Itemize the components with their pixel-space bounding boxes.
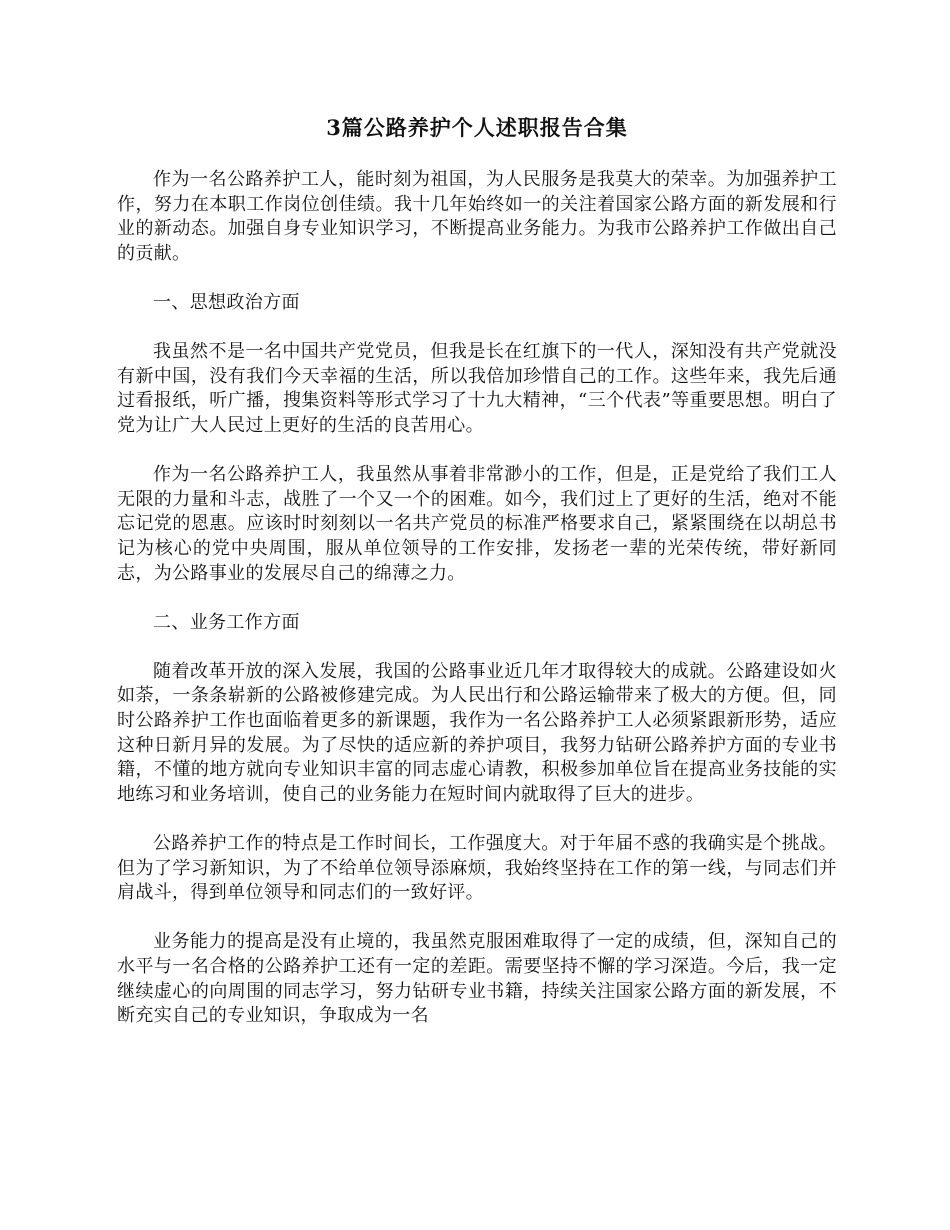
section-heading-business: 二、业务工作方面 — [153, 611, 300, 633]
section-heading-political: 一、思想政治方面 — [153, 291, 300, 313]
paragraph-political-2: 作为一名公路养护工人，我虽然从事着非常渺小的工作，但是，正是党给了我们工人无限的力量和斗志，战胜了一个又一个的困难。如今，我们过上了更好的生活，绝对不能忘记党的恩惠。应该时时刻刻以一名共产党员的标准严格要求自己，紧紧围绕在以胡总书记为核心的党中央周围，服从单位领导的工作安排，发扬老一辈的光荣传统，带好新同志，为公路事业的发展尽自己的绵薄之力。 — [117, 464, 837, 584]
paragraph-business-3: 业务能力的提高是没有止境的，我虽然克服困难取得了一定的成绩，但，深知自己的水平与一名合格的公路养护工还有一定的差距。需要坚持不懈的学习深造。今后，我一定继续虚心的向周围的同志学习，努力钻研专业书籍，持续关注国家公路方面的新发展，不断充实自己的专业知识，争取成为一名 — [117, 931, 837, 1027]
paragraph-business-1: 随着改革开放的深入发展，我国的公路事业近几年才取得较大的成就。公路建设如火如荼，一条条崭新的公路被修建完成。为人民出行和公路运输带来了极大的方便。但，同时公路养护工作也面临着更多的新课题，我作为一名公路养护工人必须紧跟新形势，适应这种日新月异的发展。为了尽快的适应新的养护项目，我努力钻研公路养护方面的专业书籍，不懂的地方就向专业知识丰富的同志虚心请教，积极参加单位旨在提高业务技能的实地练习和业务培训，使自己的业务能力在短时间内就取得了巨大的进步。 — [117, 660, 837, 805]
document-page — [117, 112, 837, 1053]
paragraph-intro: 作为一名公路养护工人，能时刻为祖国，为人民服务是我莫大的荣幸。为加强养护工作，努力在本职工作岗位创佳绩。我十几年始终如一的关注着国家公路方面的新发展和行业的新动态。加强自身专业知识学习，不断提高业务能力。为我市公路养护工作做出自己的贡献。 — [117, 169, 837, 264]
document-title: 3篇公路养护个人述职报告合集 — [326, 115, 628, 140]
paragraph-political-1: 我虽然不是一名中国共产党党员，但我是长在红旗下的一代人，深知没有共产党就没有新中国，没有我们今天幸福的生活，所以我倍加珍惜自己的工作。这些年来，我先后通过看报纸，听广播，搜集资料等形式学习了十九大精神，“三个代表”等重要思想。明白了党为让广大人民过上更好的生活的良苦用心。 — [117, 341, 837, 436]
paragraph-business-2: 公路养护工作的特点是工作时间长，工作强度大。对于年届不惑的我确实是个挑战。但为了学习新知识，为了不给单位领导添麻烦，我始终坚持在工作的第一线，与同志们并肩战斗，得到单位领导和同志们的一致好评。 — [117, 833, 837, 904]
